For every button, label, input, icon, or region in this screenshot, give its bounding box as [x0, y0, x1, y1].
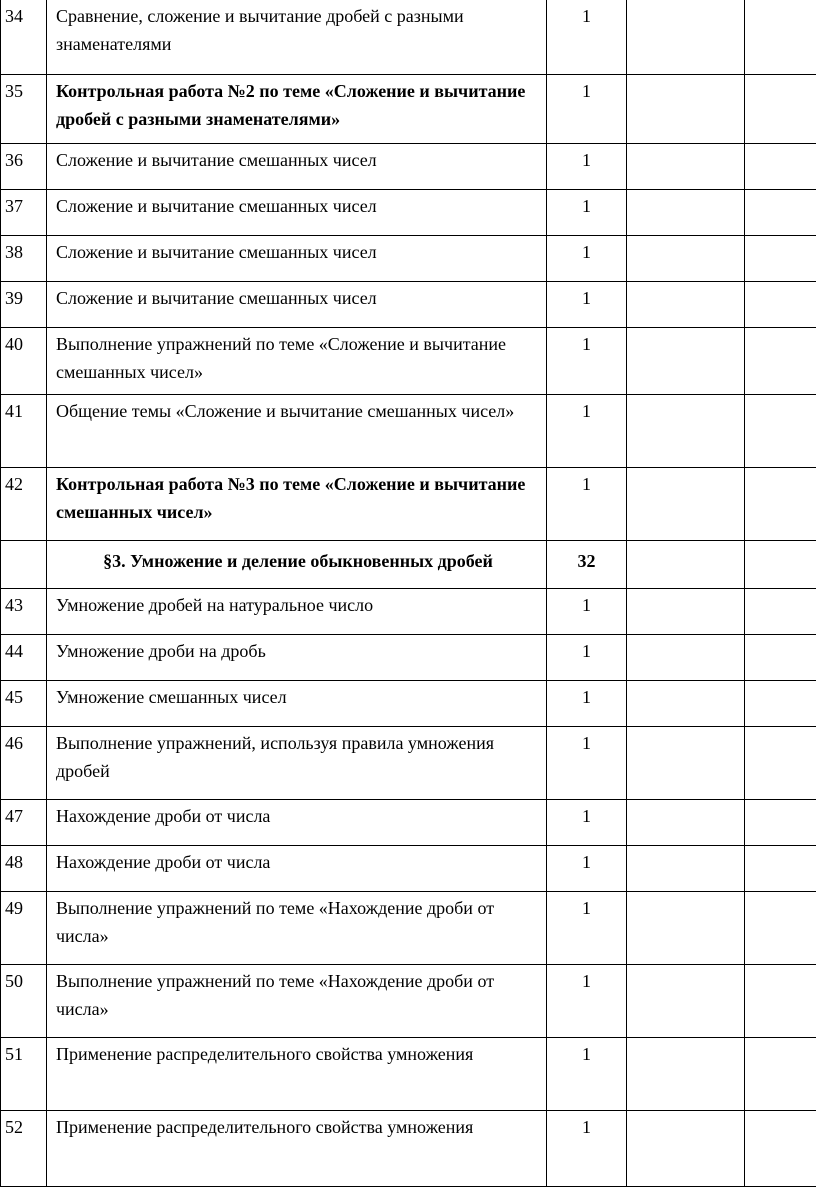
lesson-row — [1, 846, 816, 892]
actual-date-cell — [745, 0, 816, 75]
lesson-topic: Нахождение дроби от числа — [47, 800, 547, 846]
lesson-number: 34 — [1, 0, 47, 75]
actual-date-cell — [745, 635, 816, 681]
lesson-topic: Применение распределительного свойства умножения — [47, 1038, 547, 1111]
actual-date-cell — [745, 468, 816, 541]
lesson-row — [1, 282, 816, 328]
hours-count: 1 — [547, 144, 627, 190]
lesson-topic: Выполнение упражнений по теме «Нахождение дроби от числа» — [47, 892, 547, 965]
lesson-row — [1, 1038, 816, 1111]
planned-date-cell — [627, 75, 745, 144]
lesson-number: 38 — [1, 236, 47, 282]
lesson-row — [1, 0, 816, 75]
lesson-plan-body — [1, 0, 816, 1187]
actual-date-cell — [745, 892, 816, 965]
section-title: §3. Умножение и деление обыкновенных дробей — [47, 541, 547, 589]
lesson-row — [1, 395, 816, 468]
planned-date-cell — [627, 236, 745, 282]
hours-count: 1 — [547, 75, 627, 144]
actual-date-cell — [745, 395, 816, 468]
lesson-row — [1, 965, 816, 1038]
actual-date-cell — [745, 846, 816, 892]
planned-date-cell — [627, 144, 745, 190]
lesson-row — [1, 727, 816, 800]
lesson-number: 51 — [1, 1038, 47, 1111]
planned-date-cell — [627, 1111, 745, 1187]
hours-count: 1 — [547, 328, 627, 395]
planned-date-cell — [627, 395, 745, 468]
actual-date-cell — [745, 800, 816, 846]
hours-count: 1 — [547, 800, 627, 846]
lesson-topic: Выполнение упражнений по теме «Нахождение дроби от числа» — [47, 965, 547, 1038]
lesson-topic: Сравнение, сложение и вычитание дробей с разными знаменателями — [47, 0, 547, 75]
lesson-topic: Сложение и вычитание смешанных чисел — [47, 144, 547, 190]
hours-count: 1 — [547, 0, 627, 75]
actual-date-cell — [745, 236, 816, 282]
lesson-topic: Сложение и вычитание смешанных чисел — [47, 282, 547, 328]
lesson-row — [1, 190, 816, 236]
section-row — [1, 541, 816, 589]
planned-date-cell — [627, 589, 745, 635]
actual-date-cell — [745, 75, 816, 144]
lesson-row — [1, 144, 816, 190]
hours-count: 1 — [547, 846, 627, 892]
lesson-number: 41 — [1, 395, 47, 468]
actual-date-cell — [745, 328, 816, 395]
lesson-topic: Выполнение упражнений, используя правила умножения дробей — [47, 727, 547, 800]
lesson-number: 43 — [1, 589, 47, 635]
lesson-topic: Общение темы «Сложение и вычитание смешанных чисел» — [47, 395, 547, 468]
hours-count: 1 — [547, 468, 627, 541]
planned-date-cell — [627, 965, 745, 1038]
planned-date-cell — [627, 635, 745, 681]
hours-count: 32 — [547, 541, 627, 589]
lesson-topic: Умножение дроби на дробь — [47, 635, 547, 681]
lesson-number: 35 — [1, 75, 47, 144]
hours-count: 1 — [547, 1111, 627, 1187]
hours-count: 1 — [547, 1038, 627, 1111]
lesson-number: 40 — [1, 328, 47, 395]
lesson-number: 45 — [1, 681, 47, 727]
lesson-number: 46 — [1, 727, 47, 800]
lesson-row — [1, 236, 816, 282]
planned-date-cell — [627, 846, 745, 892]
lesson-topic: Сложение и вычитание смешанных чисел — [47, 190, 547, 236]
lesson-topic: Применение распределительного свойства умножения — [47, 1111, 547, 1187]
planned-date-cell — [627, 727, 745, 800]
lesson-number: 42 — [1, 468, 47, 541]
lesson-row — [1, 892, 816, 965]
hours-count: 1 — [547, 589, 627, 635]
actual-date-cell — [745, 1111, 816, 1187]
lesson-topic: Контрольная работа №3 по теме «Сложение и вычитание смешанных чисел» — [47, 468, 547, 541]
lesson-number — [1, 541, 47, 589]
actual-date-cell — [745, 541, 816, 589]
actual-date-cell — [745, 965, 816, 1038]
planned-date-cell — [627, 681, 745, 727]
lesson-topic: Умножение дробей на натуральное число — [47, 589, 547, 635]
hours-count: 1 — [547, 282, 627, 328]
planned-date-cell — [627, 1038, 745, 1111]
lesson-number: 39 — [1, 282, 47, 328]
lesson-row — [1, 468, 816, 541]
lesson-row — [1, 589, 816, 635]
lesson-row — [1, 1111, 816, 1187]
hours-count: 1 — [547, 190, 627, 236]
planned-date-cell — [627, 892, 745, 965]
planned-date-cell — [627, 468, 745, 541]
hours-count: 1 — [547, 727, 627, 800]
lesson-row — [1, 75, 816, 144]
lesson-number: 52 — [1, 1111, 47, 1187]
lesson-topic: Сложение и вычитание смешанных чисел — [47, 236, 547, 282]
lesson-number: 48 — [1, 846, 47, 892]
lesson-row — [1, 328, 816, 395]
lesson-topic: Нахождение дроби от числа — [47, 846, 547, 892]
lesson-number: 44 — [1, 635, 47, 681]
actual-date-cell — [745, 681, 816, 727]
actual-date-cell — [745, 727, 816, 800]
hours-count: 1 — [547, 635, 627, 681]
hours-count: 1 — [547, 681, 627, 727]
lesson-topic: Контрольная работа №2 по теме «Сложение и вычитание дробей с разными знаменателями» — [47, 75, 547, 144]
actual-date-cell — [745, 144, 816, 190]
hours-count: 1 — [547, 965, 627, 1038]
planned-date-cell — [627, 328, 745, 395]
hours-count: 1 — [547, 236, 627, 282]
lesson-topic: Умножение смешанных чисел — [47, 681, 547, 727]
hours-count: 1 — [547, 892, 627, 965]
planned-date-cell — [627, 541, 745, 589]
lesson-row — [1, 800, 816, 846]
actual-date-cell — [745, 1038, 816, 1111]
actual-date-cell — [745, 589, 816, 635]
lesson-number: 50 — [1, 965, 47, 1038]
lesson-number: 37 — [1, 190, 47, 236]
planned-date-cell — [627, 800, 745, 846]
lesson-number: 47 — [1, 800, 47, 846]
lesson-row — [1, 681, 816, 727]
actual-date-cell — [745, 190, 816, 236]
lesson-row — [1, 635, 816, 681]
planned-date-cell — [627, 190, 745, 236]
planned-date-cell — [627, 282, 745, 328]
hours-count: 1 — [547, 395, 627, 468]
actual-date-cell — [745, 282, 816, 328]
lesson-number: 36 — [1, 144, 47, 190]
lesson-topic: Выполнение упражнений по теме «Сложение и вычитание смешанных чисел» — [47, 328, 547, 395]
planned-date-cell — [627, 0, 745, 75]
lesson-number: 49 — [1, 892, 47, 965]
